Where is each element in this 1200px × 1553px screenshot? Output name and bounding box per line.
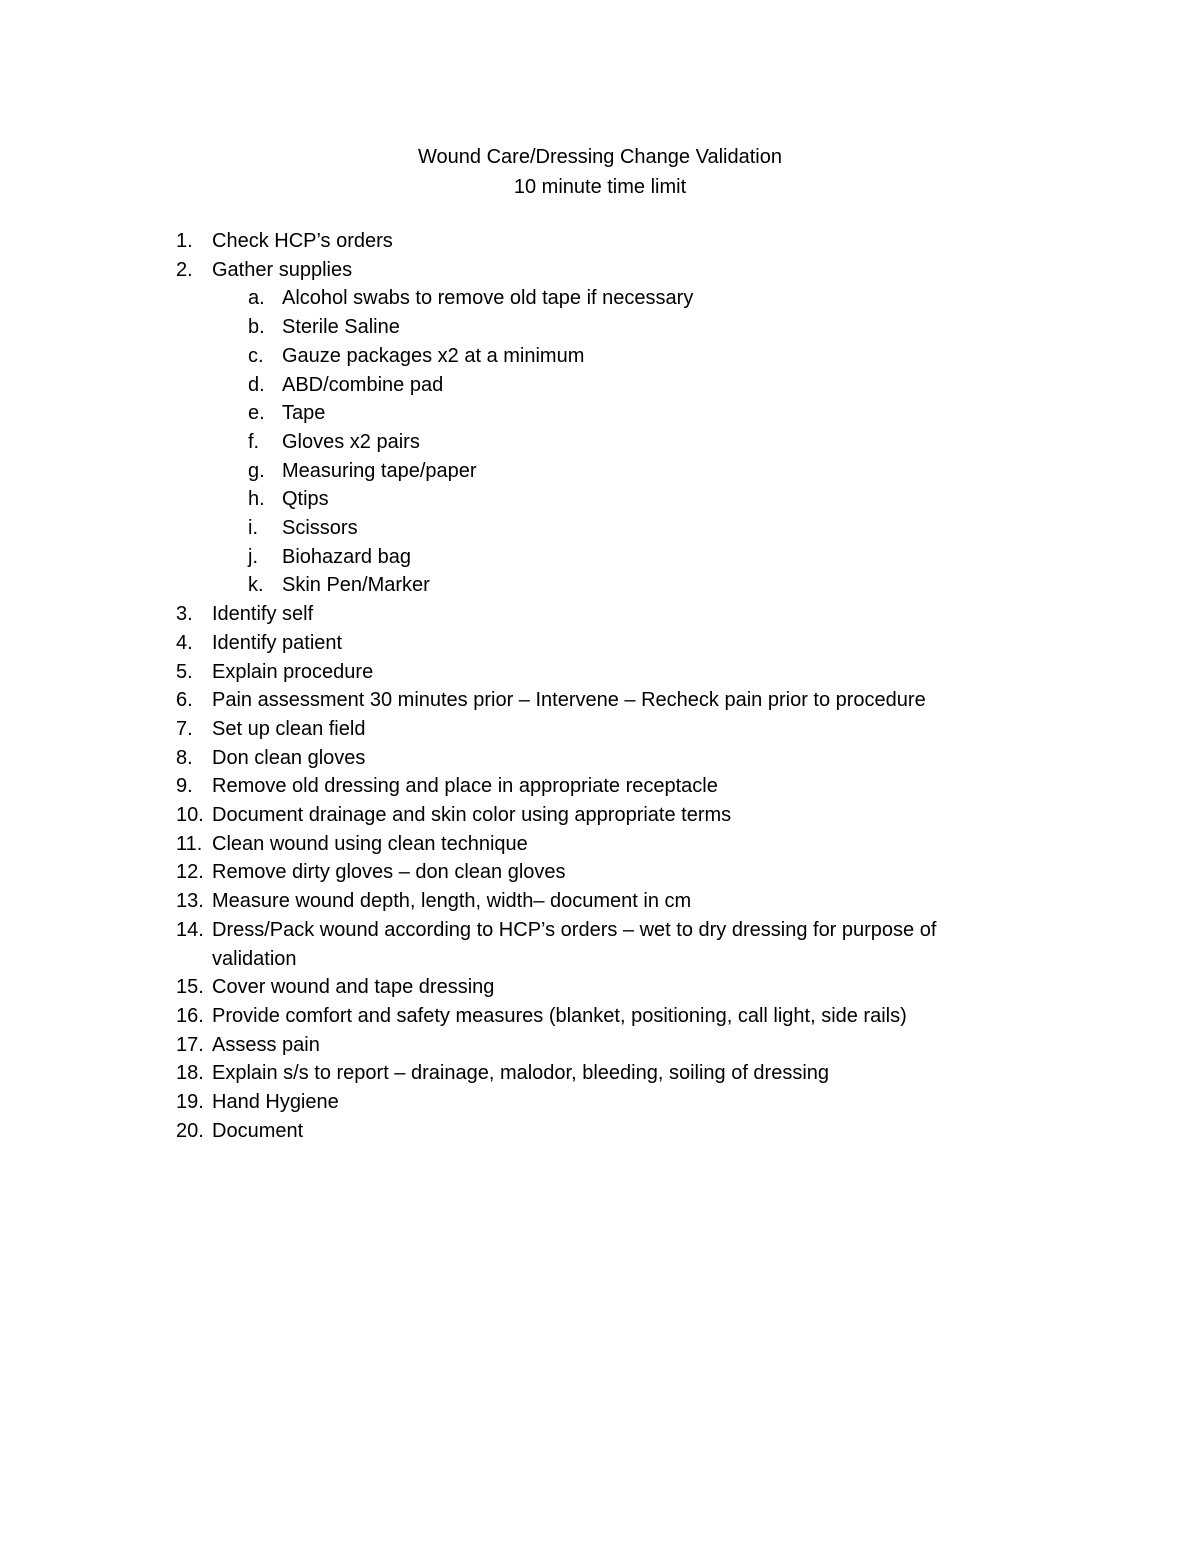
supply-text: Biohazard bag [282,545,411,568]
step-item [176,744,1026,773]
step-item [176,600,1026,629]
supply-item [176,313,1026,342]
step-text: Document [212,1119,304,1142]
supply-text: Skin Pen/Marker [282,574,430,597]
supply-text: Gloves x2 pairs [282,430,420,453]
supply-letter: e. [248,402,265,425]
supply-text: Sterile Saline [282,316,400,339]
step-text: Set up clean field [212,717,366,740]
step-item [176,629,1026,658]
step-number: 4. [176,631,193,654]
supply-letter: i. [248,517,258,540]
step-text: Remove old dressing and place in appropriate receptacle [212,775,718,798]
supply-item [176,457,1026,486]
step-number: 7. [176,717,193,740]
step-number: 5. [176,660,193,683]
step-number: 8. [176,746,193,769]
step-text: Check HCP’s orders [212,230,393,252]
step-item [176,973,1026,1002]
supply-item [176,284,1026,313]
step-number: 19. [176,1091,204,1114]
supply-text: Scissors [282,517,358,540]
supply-item [176,543,1026,572]
step-item [176,686,1026,715]
supply-text: ABD/combine pad [282,373,444,396]
step-item [176,1088,1026,1117]
document-title: Wound Care/Dressing Change Validation [418,146,782,168]
step-text: Document drainage and skin color using appropriate terms [212,804,732,827]
supply-item [176,428,1026,457]
step-number: 1. [176,230,193,252]
step-number: 16. [176,1004,204,1027]
supply-item [176,571,1026,600]
supply-text: Qtips [282,488,329,511]
step-text: Remove dirty gloves – don clean gloves [212,861,566,884]
steps-list [176,227,1026,1146]
supply-letter: j. [248,545,258,568]
step-text: Cover wound and tape dressing [212,976,495,999]
supply-letter: b. [248,316,265,339]
step-number: 10. [176,804,204,827]
step-text: Identify self [212,603,314,626]
step-number: 20. [176,1119,204,1142]
step-item [176,772,1026,801]
document-subtitle: 10 minute time limit [513,176,687,198]
step-number: 12. [176,861,204,884]
step-text: Clean wound using clean technique [212,832,528,855]
step-item [176,830,1026,859]
supply-item [176,371,1026,400]
step-item [176,916,1026,973]
step-item [176,1031,1026,1060]
supply-letter: d. [248,373,265,396]
step-item [176,858,1026,887]
title-block [0,142,1200,202]
step-item [176,1002,1026,1031]
supply-text: Tape [282,402,326,425]
supply-text: Measuring tape/paper [282,459,477,482]
supply-item [176,514,1026,543]
step-text: Assess pain [212,1033,320,1056]
supply-letter: g. [248,459,265,482]
step-number: 18. [176,1062,204,1085]
step-text: Pain assessment 30 minutes prior – Intervene – Recheck pain prior to procedure [212,689,926,712]
step-text: Dress/Pack wound according to HCP’s orders – wet to dry dressing for purpose of validation [212,918,937,970]
supply-letter: a. [248,287,265,310]
step-text: Don clean gloves [212,746,366,769]
step-item [176,1117,1026,1146]
supply-item [176,342,1026,371]
step-item [176,227,1026,256]
supply-item [176,485,1026,514]
step-text: Provide comfort and safety measures (blanket, positioning, call light, side rails) [212,1004,907,1027]
step-number: 15. [176,976,204,999]
step-number: 14. [176,918,204,941]
step-item [176,658,1026,687]
supply-text: Alcohol swabs to remove old tape if necessary [282,287,694,310]
step-number: 17. [176,1033,204,1056]
step-number: 6. [176,689,193,712]
step-number: 11. [176,832,203,855]
step-number: 2. [176,258,193,281]
step-text: Explain procedure [212,660,374,683]
step-item [176,256,1026,285]
step-text: Gather supplies [212,258,353,281]
step-item [176,887,1026,916]
supply-letter: k. [248,574,264,597]
supply-letter: c. [248,344,264,367]
step-text: Hand Hygiene [212,1091,339,1114]
step-number: 9. [176,775,193,798]
supply-letter: f. [248,430,260,453]
supply-item [176,399,1026,428]
step-item [176,801,1026,830]
supply-text: Gauze packages x2 at a minimum [282,344,585,367]
step-number: 3. [176,603,193,626]
supply-letter: h. [248,488,265,511]
step-text: Explain s/s to report – drainage, malodor, bleeding, soiling of dressing [212,1062,830,1085]
step-number: 13. [176,890,204,913]
step-item [176,1059,1026,1088]
step-item [176,715,1026,744]
step-text: Identify patient [212,631,343,654]
step-text: Measure wound depth, length, width– document in cm [212,890,692,913]
